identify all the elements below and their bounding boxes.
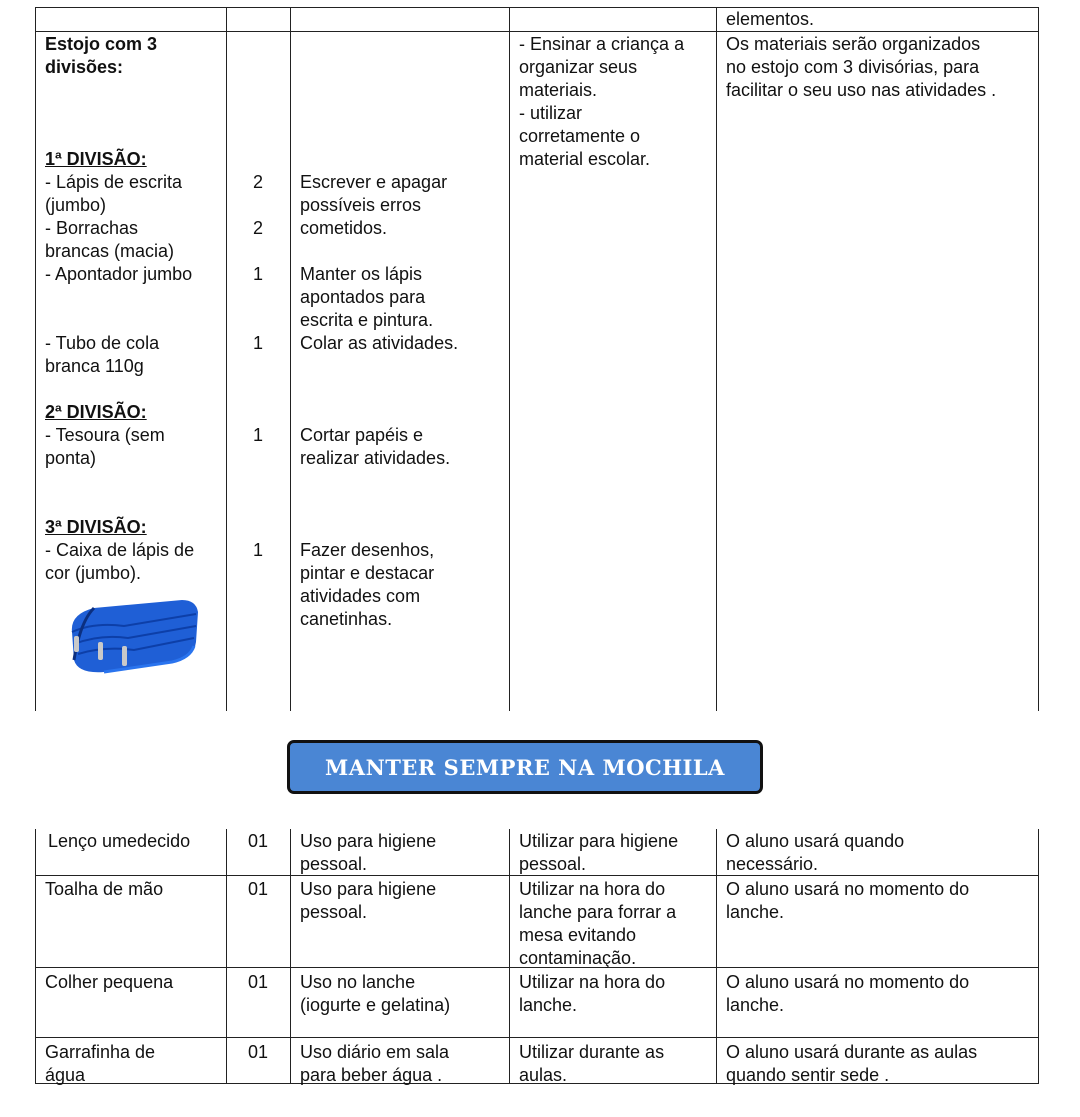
table-cell-observation: O aluno usará no momento do lanche.: [726, 972, 970, 1015]
table2-border-left: [35, 829, 36, 1084]
table1-divider-4: [716, 7, 717, 711]
table-cell-use: Uso diário em sala para beber água .: [300, 1042, 450, 1085]
table-cell-item: Colher pequena: [45, 972, 174, 992]
table-cell-objective: Utilizar na hora do lanche para forrar a mesa evitando contaminação.: [519, 879, 677, 968]
division-item-name: - Apontador jumbo: [45, 264, 193, 284]
table-cell-use: Uso para higiene pessoal.: [300, 831, 437, 874]
table-cell-item: Garrafinha de água: [45, 1042, 156, 1085]
keep-in-backpack-banner: MANTER SEMPRE NA MOCHILA: [287, 740, 763, 794]
division-item-name: - Tesoura (sem ponta): [45, 425, 165, 468]
division-item-name: - Lápis de escrita (jumbo): [45, 172, 183, 215]
division-item-use: Colar as atividades.: [300, 333, 459, 353]
table-cell-observation: O aluno usará quando necessário.: [726, 831, 905, 874]
table2-divider-2: [290, 829, 291, 1084]
table1-row-divider: [35, 31, 1039, 32]
division-1-heading: 1ª DIVISÃO:: [45, 149, 147, 169]
item-title-pencil-case: Estojo com 3 divisões:: [45, 34, 158, 77]
table1-divider-2: [290, 7, 291, 711]
division-2-heading: 2ª DIVISÃO:: [45, 402, 147, 422]
objective-pencil-case: - Ensinar a criança a organizar seus materiais. - utilizar corretamente o material escolar.: [519, 34, 685, 169]
table2-divider-3: [509, 829, 510, 1084]
table1-border-top: [35, 7, 1039, 8]
table-cell-qty: 01: [247, 879, 269, 899]
division-item-use: Cortar papéis e realizar atividades.: [300, 425, 451, 468]
division-item-use: Manter os lápis apontados para escrita e pintura.: [300, 264, 434, 330]
previous-row-observation-tail: elementos.: [726, 9, 815, 29]
table-cell-item: Lenço umedecido: [48, 831, 191, 851]
division-item-name: - Caixa de lápis de cor (jumbo).: [45, 540, 195, 583]
division-item-qty: 1: [252, 540, 263, 560]
table-cell-item: Toalha de mão: [45, 879, 164, 899]
pencil-case-image: [64, 592, 200, 678]
table1-divider-3: [509, 7, 510, 711]
division-item-qty: 1: [252, 333, 263, 353]
table2-border-right: [1038, 829, 1039, 1084]
table-cell-observation: O aluno usará durante as aulas quando sentir sede .: [726, 1042, 978, 1085]
division-item-name: - Borrachas brancas (macia): [45, 218, 175, 261]
table2-row-divider: [35, 1037, 1039, 1038]
table-cell-use: Uso no lanche (iogurte e gelatina): [300, 972, 451, 1015]
table-cell-use: Uso para higiene pessoal.: [300, 879, 437, 922]
division-item-use: Escrever e apagar possíveis erros cometidos.: [300, 172, 448, 238]
table-cell-observation: O aluno usará no momento do lanche.: [726, 879, 970, 922]
division-item-qty: 1: [252, 425, 263, 445]
table-cell-objective: Utilizar durante as aulas.: [519, 1042, 665, 1085]
division-item-qty: 2: [252, 172, 263, 192]
table-cell-objective: Utilizar para higiene pessoal.: [519, 831, 679, 874]
table1-divider-1: [226, 7, 227, 711]
table-cell-qty: 01: [247, 972, 269, 992]
table2-divider-4: [716, 829, 717, 1084]
observation-pencil-case: Os materiais serão organizados no estojo com 3 divisórias, para facilitar o seu uso nas atividades .: [726, 34, 997, 100]
table1-border-right: [1038, 7, 1039, 711]
table-cell-qty: 01: [247, 831, 269, 851]
division-item-qty: 1: [252, 264, 263, 284]
table1-border-left: [35, 7, 36, 711]
division-item-name: - Tubo de cola branca 110g: [45, 333, 160, 376]
division-item-qty: 2: [252, 218, 263, 238]
table-cell-objective: Utilizar na hora do lanche.: [519, 972, 666, 1015]
table-cell-qty: 01: [247, 1042, 269, 1062]
division-3-heading: 3ª DIVISÃO:: [45, 517, 147, 537]
division-item-use: Fazer desenhos, pintar e destacar atividades com canetinhas.: [300, 540, 435, 629]
